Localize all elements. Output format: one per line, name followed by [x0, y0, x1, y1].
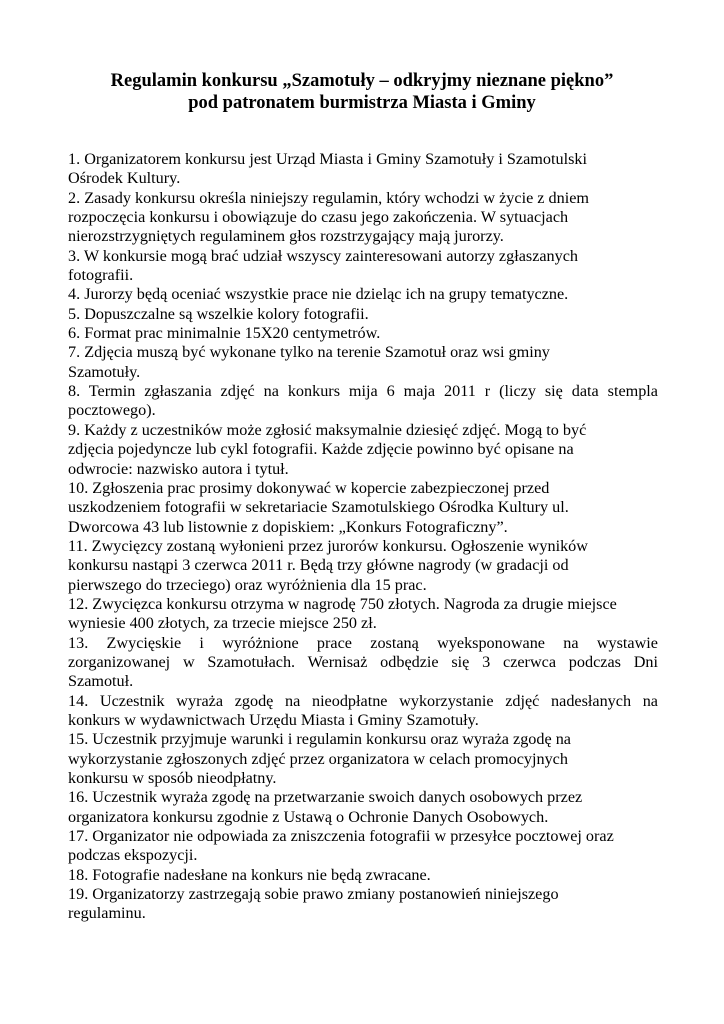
rule-line: konkursu nastąpi 3 czerwca 2011 r. Będą trzy główne nagrody (w gradacji od — [68, 556, 569, 575]
rule-line: rozpoczęcia konkursu i obowiązuje do czasu jego zakończenia. W sytuacjach — [68, 208, 569, 227]
rule-line: 18. Fotografie nadesłane na konkurs nie będą zwracane. — [68, 865, 431, 884]
document-title: Regulamin konkursu „Szamotuły – odkryjmy nieznane piękno” — [110, 71, 614, 91]
rule-line: Szamotuł. — [68, 672, 134, 691]
rule-line: 16. Uczestnik wyraża zgodę na przetwarzanie swoich danych osobowych przez — [68, 788, 583, 807]
rule-line: Dworcowa 43 lub listownie z dopiskiem: „Konkurs Fotograficzny”. — [68, 517, 508, 536]
rule-line: 15. Uczestnik przyjmuje warunki i regulamin konkursu oraz wyraża zgodę na — [68, 730, 571, 749]
rule-line: zorganizowanej w Szamotułach. Wernisaż odbędzie się 3 czerwca podczas Dni — [68, 652, 658, 671]
rule-line: 2. Zasady konkursu określa niniejszy regulamin, który wchodzi w życie z dniem — [68, 188, 590, 207]
rule-line: 10. Zgłoszenia prac prosimy dokonywać w kopercie zabezpieczonej przed — [68, 478, 550, 497]
rule-line: 13. Zwycięskie i wyróżnione prace zostaną wyeksponowane na wystawie — [68, 633, 658, 652]
rule-line: konkursu w sposób nieodpłatny. — [68, 769, 277, 787]
rule-line: pocztowego). — [68, 401, 156, 420]
rules-list — [68, 150, 658, 924]
rule-line: fotografii. — [68, 266, 134, 285]
rule-line: 19. Organizatorzy zastrzegają sobie prawo zmiany postanowień niniejszego — [68, 885, 559, 904]
rule-line: Ośrodek Kultury. — [68, 169, 181, 188]
rule-line: konkurs w wydawnictwach Urzędu Miasta i Gminy Szamotuły. — [68, 710, 479, 729]
rule-line: 17. Organizator nie odpowiada za zniszczenia fotografii w przesyłce pocztowej oraz — [68, 827, 614, 846]
rule-line: 8. Termin zgłaszania zdjęć na konkurs mija 6 maja 2011 r (liczy się data stempla — [68, 382, 658, 401]
rule-line: 7. Zdjęcia muszą być wykonane tylko na terenie Szamotuł oraz wsi gminy — [68, 343, 550, 362]
rule-line: 12. Zwycięzca konkursu otrzyma w nagrodę 750 złotych. Nagroda za drugie miejsce — [68, 594, 617, 613]
rule-line: 5. Dopuszczalne są wszelkie kolory fotografii. — [68, 304, 369, 323]
rule-line: organizatora konkursu zgodnie z Ustawą o Ochronie Danych Osobowych. — [68, 807, 549, 826]
rule-line: wykorzystanie zgłoszonych zdjęć przez organizatora w celach promocyjnych — [68, 749, 568, 768]
rule-line: 9. Każdy z uczestników może zgłosić maksymalnie dziesięć zdjęć. Mogą to być — [68, 420, 587, 439]
rule-line: uszkodzeniem fotografii w sekretariacie Szamotulskiego Ośrodka Kultury ul. — [68, 498, 569, 517]
rule-line: regulaminu. — [68, 904, 146, 923]
rule-line: 1. Organizatorem konkursu jest Urząd Miasta i Gminy Szamotuły i Szamotulski — [68, 150, 587, 168]
rule-line: zdjęcia pojedyncze lub cykl fotografii. Każde zdjęcie powinno być opisane na — [68, 440, 574, 459]
rule-line: Szamotuły. — [68, 362, 141, 381]
rule-line: 4. Jurorzy będą oceniać wszystkie prace nie dzieląc ich na grupy tematyczne. — [68, 285, 569, 304]
rule-line: podczas ekspozycji. — [68, 846, 198, 865]
rule-line: 3. W konkursie mogą brać udział wszyscy zainteresowani autorzy zgłaszanych — [68, 246, 579, 265]
rule-line: 11. Zwycięzcy zostaną wyłonieni przez jurorów konkursu. Ogłoszenie wyników — [68, 536, 588, 555]
rule-line: wyniesie 400 złotych, za trzecie miejsce 250 zł. — [68, 614, 377, 633]
rule-line: odwrocie: nazwisko autora i tytuł. — [68, 459, 289, 478]
document-subtitle: pod patronatem burmistrza Miasta i Gminy — [188, 93, 536, 113]
rule-line: pierwszego do trzeciego) oraz wyróżnienia dla 15 prac. — [68, 575, 427, 594]
rule-line: nierozstrzygniętych regulaminem głos rozstrzygający mają jurorzy. — [68, 227, 504, 246]
rule-line: 14. Uczestnik wyraża zgodę na nieodpłatne wykorzystanie zdjęć nadesłanych na — [68, 691, 658, 710]
rule-line: 6. Format prac minimalnie 15X20 centymetrów. — [68, 324, 381, 343]
